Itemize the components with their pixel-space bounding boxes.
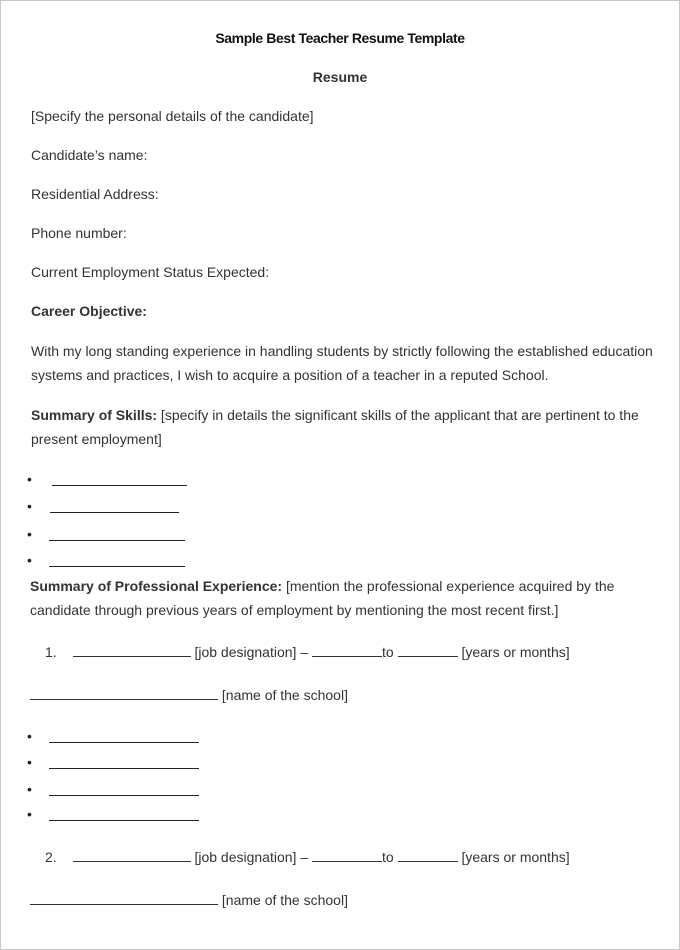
entry-number: 1. (45, 644, 57, 660)
years-or-months-placeholder: [years or months] (461, 644, 570, 660)
employer-blank (73, 847, 191, 862)
start-date-blank (312, 642, 382, 657)
skill-bullet-glyph: • (27, 552, 32, 568)
school-blank (30, 685, 218, 700)
school-row-1 (30, 685, 348, 705)
duty-blank-line (49, 795, 199, 796)
experience-entry-1 (45, 642, 570, 662)
employment-status-label: Current Employment Status Expected: (31, 264, 270, 280)
end-date-blank (398, 642, 458, 657)
skill-bullet-glyph: • (27, 526, 32, 542)
school-name-placeholder: [name of the school] (221, 892, 348, 908)
employer-blank (73, 642, 191, 657)
years-or-months-placeholder: [years or months] (461, 849, 570, 865)
duty-bullet-glyph: • (27, 728, 32, 744)
school-row-2 (30, 890, 348, 910)
school-name-placeholder: [name of the school] (221, 687, 348, 703)
residential-address-label: Residential Address: (31, 186, 159, 202)
career-objective-heading: Career Objective: (31, 303, 147, 319)
phone-number-label: Phone number: (31, 225, 127, 241)
duty-bullet-glyph: • (27, 781, 32, 797)
end-date-blank (398, 847, 458, 862)
candidate-name-label: Candidate’s name: (31, 147, 148, 163)
duty-bullet-glyph: • (27, 754, 32, 770)
entry-number: 2. (45, 849, 57, 865)
job-designation-placeholder: [job designation] – (194, 849, 309, 865)
career-objective-text: With my long standing experience in handling students by strictly following the established education systems and practices, I wish to acquire a position of a teacher in a reputed School. (31, 343, 653, 383)
skill-bullet-glyph: • (27, 471, 32, 487)
experience-summary (30, 574, 660, 622)
document-title: Sample Best Teacher Resume Template (215, 30, 465, 46)
school-blank (30, 890, 218, 905)
experience-entry-2 (45, 847, 570, 867)
to-label: to (382, 849, 394, 865)
duty-blank-line (49, 820, 199, 821)
experience-summary-text: [mention the professional experience acquired by the candidate through previous years of employment by mentioning the most recent first.] (30, 578, 615, 618)
duty-bullet-glyph: • (27, 806, 32, 822)
start-date-blank (312, 847, 382, 862)
skill-blank-line (49, 540, 185, 541)
skill-blank-line (50, 512, 179, 513)
duty-blank-line (49, 742, 199, 743)
personal-details-instruction: [Specify the personal details of the candidate] (31, 108, 314, 124)
skills-summary (31, 403, 661, 451)
job-designation-placeholder: [job designation] – (194, 644, 309, 660)
skill-bullet-glyph: • (27, 498, 32, 514)
skill-blank-line (52, 485, 187, 486)
duty-blank-line (49, 768, 199, 769)
skill-blank-line (49, 566, 185, 567)
to-label: to (382, 644, 394, 660)
experience-summary-label: Summary of Professional Experience: (30, 578, 283, 594)
skills-summary-label: Summary of Skills: (31, 407, 158, 423)
skills-summary-text: [specify in details the significant skills of the applicant that are pertinent to the present employment] (31, 407, 639, 447)
resume-heading: Resume (312, 69, 368, 85)
